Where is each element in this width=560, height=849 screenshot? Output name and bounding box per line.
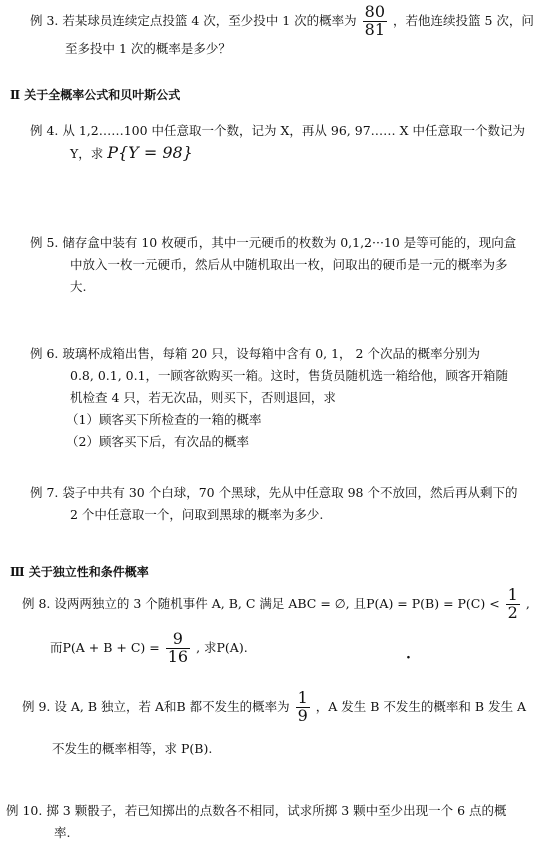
- example-6-line-1: 例 6. 玻璃杯成箱出售，每箱 20 只，设每箱中含有 0, 1， 2 个次品的概率分别为: [30, 346, 480, 361]
- example-3: [30, 4, 534, 60]
- example-8-text: 例 8. 设两两独立的 3 个随机事件 A, B, C 满足 ABC = ∅, 且P(A) = P(B) = P(C) <: [22, 596, 500, 611]
- example-8: [22, 584, 530, 668]
- example-4-formula: P{Y = 98}: [107, 143, 193, 162]
- fraction-denominator: 2: [507, 603, 518, 622]
- example-10-line-1: 例 10. 掷 3 颗骰子，若已知掷出的点数各不相同，试求所掷 3 颗中至少出现一个 6 点的概: [6, 803, 507, 818]
- example-9-text-cont: ，A 发生 B 不发生的概率和 B 发生 A: [315, 699, 527, 714]
- fraction-denominator: 9: [297, 706, 308, 725]
- example-9-line-2: 不发生的概率相等，求 P(B).: [52, 741, 213, 756]
- example-4: [30, 120, 525, 164]
- example-10-line-2: 率.: [54, 825, 71, 840]
- example-8-comma: ,: [525, 596, 530, 611]
- fraction-numerator: 1: [297, 688, 308, 708]
- example-6-line-3: 机检查 4 只，若无次品，则买下，否则退回，求: [70, 390, 336, 405]
- fraction-numerator: 80: [364, 2, 386, 22]
- example-3-text: 例 3. 若某球员连续定点投篮 4 次，至少投中 1 次的概率为: [30, 13, 357, 28]
- example-10: [6, 800, 507, 844]
- fraction-1-9: [296, 690, 310, 725]
- example-7: [30, 482, 517, 526]
- example-6-question-2: （2）顾客买下后，有次品的概率: [66, 434, 249, 449]
- fraction-numerator: 9: [166, 631, 190, 649]
- section-3-heading: Ⅲ 关于独立性和条件概率: [10, 565, 149, 579]
- example-3-text-cont: ，若他连续投篮 5 次，问: [393, 13, 534, 28]
- example-8-formula-cont: , 求P(A).: [196, 640, 248, 655]
- example-6-line-2: 0.8, 0.1, 0.1，一顾客欲购买一箱。这时，售货员随机选一箱给他，顾客开箱随: [70, 368, 509, 383]
- fraction-9-16: [166, 631, 190, 666]
- fraction-denominator: 81: [364, 20, 386, 39]
- example-6-question-1: （1）顾客买下所检查的一箱的概率: [66, 412, 262, 427]
- example-9-text: 例 9. 设 A, B 独立，若 A和B 都不发生的概率为: [22, 699, 290, 714]
- example-6: [30, 343, 508, 453]
- example-8-formula: 而P(A + B + C) =: [50, 640, 160, 655]
- example-9: [22, 688, 526, 760]
- example-4-text: Y，求: [70, 146, 108, 161]
- example-5-line-3: 大.: [70, 279, 87, 294]
- example-5-line-1: 例 5. 储存盒中装有 10 枚硬币，其中一元硬币的枚数为 0,1,2···10 是等可能的，现向盒: [30, 235, 517, 250]
- example-5-line-2: 中放入一枚一元硬币，然后从中随机取出一枚，问取出的硬币是一元的概率为多: [70, 257, 508, 272]
- fraction-80-81: [363, 4, 387, 39]
- stray-mark: ·: [406, 650, 411, 666]
- fraction-denominator: 16: [167, 647, 189, 666]
- example-4-line-1: 例 4. 从 1,2……100 中任意取一个数，记为 X，再从 96, 97…… X 中任意取一个数记为: [30, 123, 526, 138]
- example-3-line-2: 至多投中 1 次的概率是多少？: [65, 41, 231, 56]
- example-5: [30, 232, 516, 298]
- section-2-heading: Ⅱ 关于全概率公式和贝叶斯公式: [10, 88, 181, 102]
- example-7-line-2: 2 个中任意取一个，问取到黑球的概率为多少.: [70, 507, 324, 522]
- fraction-1-2: [506, 587, 520, 622]
- fraction-numerator: 1: [507, 585, 518, 605]
- example-7-line-1: 例 7. 袋子中共有 30 个白球，70 个黑球，先从中任意取 98 个不放回，然后再从剩下的: [30, 485, 518, 500]
